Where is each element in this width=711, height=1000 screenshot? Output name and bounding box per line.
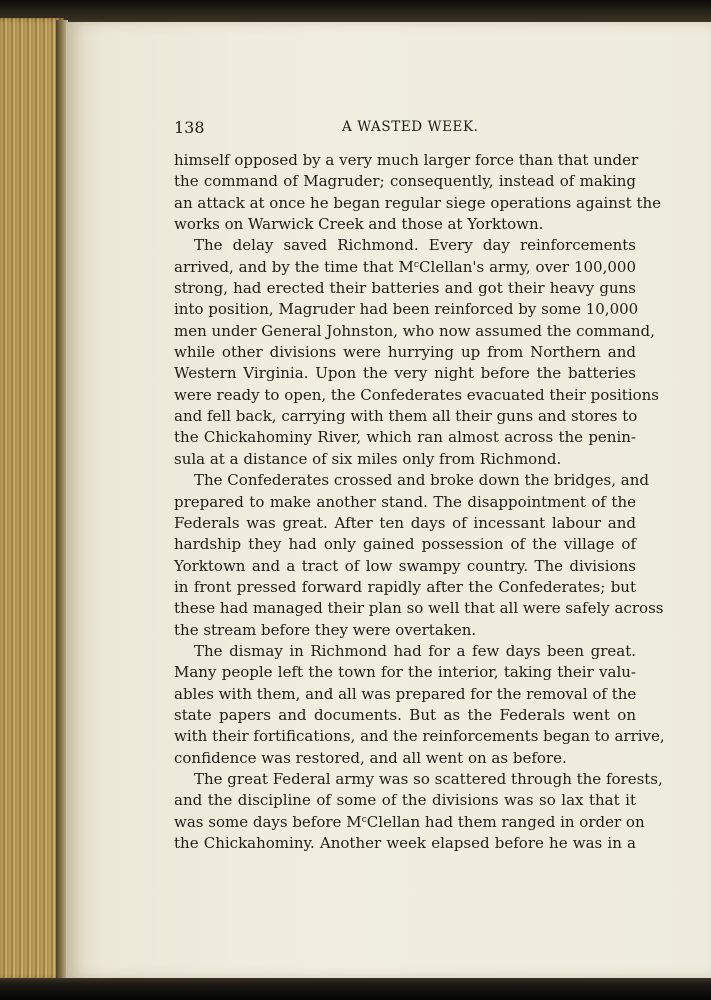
text-line: was some days before $M^cClellan$ had them ranged in order on (174, 812, 645, 831)
text-line: the stream before they were overtaken. (174, 620, 477, 639)
text-line: The great Federal army was so scattered through the forests, (194, 769, 663, 788)
text-line: sula at a distance of six miles only from Richmond. (174, 449, 562, 468)
text-line: Yorktown and a tract of low swampy country. The divisions (174, 556, 636, 575)
top-shadow (0, 0, 711, 22)
text-line: into position, Magruder had been reinforced by some 10,000 (174, 300, 639, 319)
text-line: The delay saved Richmond. Every day reinforcements (194, 236, 636, 255)
text-line: and the discipline of some of the divisions was so lax that it (174, 791, 636, 810)
text-line: The Confederates crossed and broke down the bridges, and (194, 471, 649, 490)
text-line: Many people left the town for the interior, taking their valu- (174, 663, 636, 682)
text-line: works on Warwick Creek and those at Yorktown. (174, 215, 544, 234)
text-line: these had managed their plan so well that all were safely across (174, 599, 664, 618)
text-line: state papers and documents. But as the Federals went on (174, 705, 636, 724)
text-line: in front pressed forward rapidly after the Confederates; but (174, 577, 636, 596)
text-line: Federals was great. After ten days of incessant labour and (174, 513, 636, 532)
text-line: an attack at once he began regular siege operations against the (174, 193, 662, 212)
page-number: 138 (174, 118, 205, 137)
text-line: the command of Magruder; consequently, instead of making (174, 172, 636, 191)
bottom-shadow (0, 978, 711, 1000)
text-line: the Chickahominy. Another week elapsed before he was in a (174, 834, 636, 852)
text-line: arrived, and by the time that $M^cClellan's$ army, over 100,000 (174, 257, 636, 276)
text-line: men under General Johnston, who now assumed the command, (174, 321, 655, 340)
text-line: strong, had erected their batteries and got their heavy guns (174, 279, 636, 298)
text-line: prepared to make another stand. The disappointment of the (174, 492, 636, 511)
running-title: A WASTED WEEK. (342, 119, 479, 135)
text-line: and fell back, carrying with them all their guns and stores to (174, 407, 638, 426)
text-line: himself opposed by a very much larger force than that under (174, 151, 639, 169)
page-edges-left (0, 18, 64, 980)
text-line: while other divisions were hurrying up from Northern and (174, 343, 636, 362)
text-line: hardship they had only gained possession of the village of (174, 535, 636, 554)
text-line: were ready to open, the Confederates evacuated their positions (174, 385, 660, 404)
page-header (174, 118, 636, 140)
text-line: Western Virginia. Upon the very night before the batteries (174, 364, 636, 383)
text-line: confidence was restored, and all went on as before. (174, 748, 567, 767)
text-line: ables with them, and all was prepared for the removal of the (174, 684, 637, 703)
text-line: The dismay in Richmond had for a few days been great. (194, 641, 636, 660)
text-line: with their fortifications, and the reinforcements began to arrive, (174, 727, 665, 746)
text-line: the Chickahominy River, which ran almost across the penin- (174, 428, 636, 447)
body-text (174, 150, 665, 854)
